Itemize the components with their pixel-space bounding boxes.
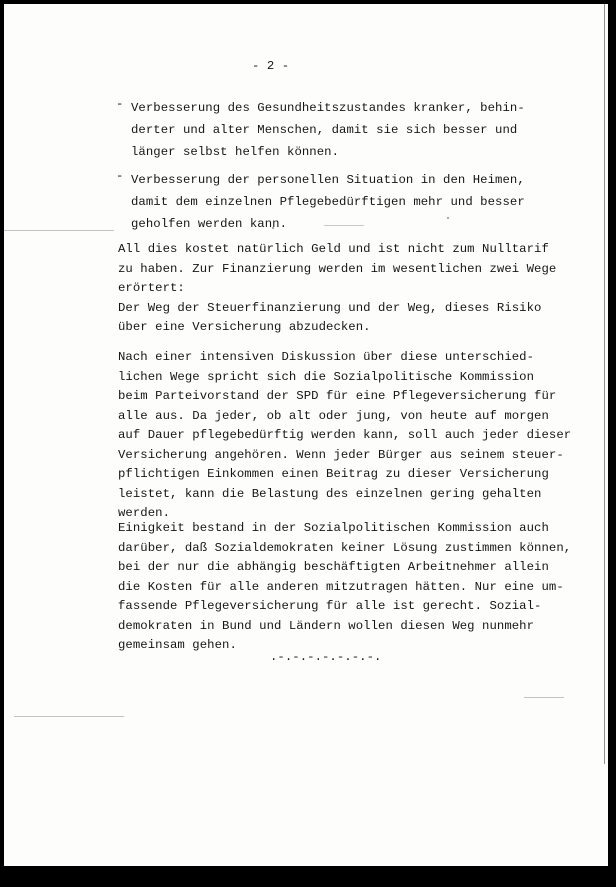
scan-artifact-line bbox=[524, 697, 564, 698]
text-line: fassende Pflegeversicherung für alle ist gerecht. Sozial- bbox=[118, 599, 542, 613]
text-line: geholfen werden kann. bbox=[131, 217, 288, 231]
text-line: lichen Wege spricht sich die Sozialpolitische Kommission bbox=[118, 369, 535, 384]
text-line: Verbesserung des Gesundheitszustandes kranker, behin- bbox=[131, 101, 525, 115]
text-line: zu haben. Zur Finanzierung werden im wesentlichen zwei Wege bbox=[118, 261, 557, 276]
text-line: derter und alter Menschen, damit sie sich besser und bbox=[131, 123, 518, 137]
text-line: leistet, kann die Belastung des einzelnen gering gehalten bbox=[118, 486, 542, 501]
text-line: pflichtigen Einkommen einen Beitrag zu dieser Versicherung bbox=[118, 467, 549, 481]
text-line: Der Weg der Steuerfinanzierung und der Weg, dieses Risiko bbox=[118, 300, 542, 315]
text-line: die Kosten für alle anderen mitzutragen hätten. Nur eine um- bbox=[118, 579, 564, 594]
text-line: gemeinsam gehen. bbox=[118, 638, 237, 652]
text-line: erörtert: bbox=[118, 281, 185, 295]
end-separator: .-.-.-.-.-.-.-. bbox=[270, 650, 382, 664]
text-line: Nach einer intensiven Diskussion über diese unterschied- bbox=[118, 350, 535, 364]
scan-artifact-line bbox=[4, 230, 114, 231]
text-line: beim Parteivorstand der SPD für eine Pflegeversicherung für bbox=[118, 389, 557, 403]
scan-edge-line bbox=[604, 4, 605, 764]
text-line: auf Dauer pflegebedürftig werden kann, soll auch jeder dieser bbox=[118, 428, 572, 442]
text-line: All dies kostet natürlich Geld und ist nicht zum Nulltarif bbox=[118, 242, 549, 256]
text-line: Verbesserung der personellen Situation in den Heimen, bbox=[131, 173, 525, 187]
text-line: damit dem einzelnen Pflegebedürftigen mehr und besser bbox=[131, 195, 525, 209]
bullet-item bbox=[116, 169, 536, 235]
text-line: länger selbst helfen können. bbox=[131, 145, 340, 159]
page-number: - 2 - bbox=[252, 59, 290, 73]
bullet-item bbox=[116, 97, 536, 163]
text-line: Versicherung angehören. Wenn jeder Bürger aus seinem steuer- bbox=[118, 447, 564, 462]
document-page bbox=[4, 4, 608, 866]
bullet-dash: - bbox=[116, 169, 124, 183]
text-line: werden. bbox=[118, 506, 171, 520]
bullet-dash: - bbox=[116, 97, 124, 111]
paragraph bbox=[118, 519, 572, 656]
paragraph bbox=[118, 240, 557, 338]
paragraph bbox=[118, 348, 572, 524]
text-line: über eine Versicherung abzudecken. bbox=[118, 320, 371, 334]
text-line: darüber, daß Sozialdemokraten keiner Lösung zustimmen können, bbox=[118, 540, 572, 555]
scan-artifact-line bbox=[14, 716, 124, 717]
text-line: Einigkeit bestand in der Sozialpolitischen Kommission auch bbox=[118, 521, 549, 535]
text-line: alle aus. Da jeder, ob alt oder jung, von heute auf morgen bbox=[118, 408, 549, 423]
text-line: demokraten in Bund und Ländern wollen diesen Weg nunmehr bbox=[118, 618, 535, 633]
text-line: bei der nur die abhängig beschäftigten Arbeitnehmer allein bbox=[118, 560, 549, 574]
